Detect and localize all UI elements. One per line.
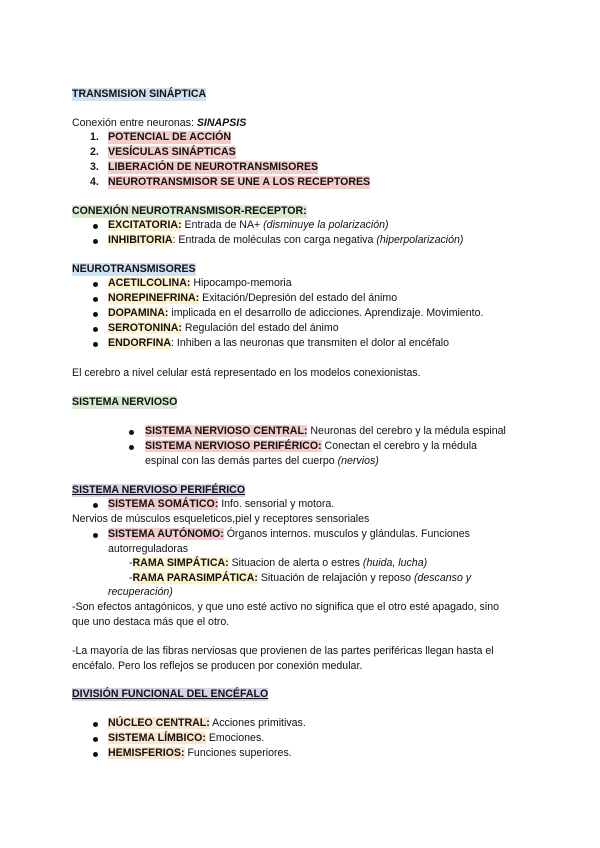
list-item-potencial: POTENCIAL DE ACCIÓN — [108, 131, 232, 143]
list-item-dopamina — [108, 307, 483, 320]
term-label: HEMISFERIOS: — [108, 747, 185, 759]
term-text: espinal con las demás partes del cuerpo — [145, 455, 338, 467]
list-item-snp-cont — [145, 455, 379, 468]
bullet-icon — [93, 312, 98, 317]
list-number: 2. — [90, 146, 99, 158]
list-item-acetilcolina — [108, 277, 292, 290]
term-text: Acciones primitivas. — [209, 717, 306, 729]
term-text: Neuronas del cerebro y la médula espinal — [307, 425, 506, 437]
term-note: (hiperpolarización) — [376, 234, 464, 246]
term-label: RAMA PARASIMPÁTICA: — [132, 572, 258, 584]
list-item-snc — [145, 425, 506, 438]
term-text: Órganos internos. musculos y glándulas. Funciones — [223, 528, 470, 540]
list-item-limbico — [108, 732, 264, 745]
section-title-conexion: CONEXIÓN NEUROTRANSMISOR-RECEPTOR: — [72, 205, 307, 217]
bullet-icon — [129, 430, 134, 435]
bullet-icon — [93, 327, 98, 332]
bullet-icon — [129, 445, 134, 450]
list-item-norepinefrina — [108, 292, 397, 305]
bullet-icon — [93, 752, 98, 757]
section-title-neurotransmisores: NEUROTRANSMISORES — [72, 263, 196, 275]
term-label: SEROTONINA: — [108, 322, 182, 334]
term-text: Regulación del estado del ánimo — [181, 322, 339, 334]
rama-parasimpatica-cont: recuperación) — [108, 586, 173, 598]
dash: - — [129, 572, 133, 584]
term-label: SISTEMA NERVIOSO CENTRAL: — [145, 425, 308, 437]
synapse-keyword: SINAPSIS — [196, 117, 247, 129]
term-label: NÚCLEO CENTRAL: — [108, 717, 210, 729]
section-title-transmision: TRANSMISION SINÁPTICA — [72, 88, 207, 100]
paragraph-fibras-1: -La mayoría de las fibras nerviosas que provienen de las partes periféricas llegan hasta el — [72, 645, 494, 657]
term-note: (disminuye la polarización) — [263, 219, 389, 231]
bullet-icon — [93, 224, 98, 229]
synapse-intro-text: Conexión entre neuronas: — [72, 117, 197, 129]
section-title-division-funcional: DIVISIÓN FUNCIONAL DEL ENCÉFALO — [72, 688, 269, 700]
term-label: ENDORFINA — [108, 337, 171, 349]
list-item-liberacion: LIBERACIÓN DE NEUROTRANSMISORES — [108, 161, 319, 173]
rama-parasimpatica — [129, 572, 471, 585]
bullet-icon — [93, 297, 98, 302]
rama-simpatica — [129, 557, 427, 570]
term-text: Conectan el cerebro y la médula — [321, 440, 478, 452]
bullet-icon — [93, 239, 98, 244]
term-note: (huida, lucha) — [362, 557, 428, 569]
term-text: : Inhiben a las neuronas que transmiten el dolor al encéfalo — [170, 337, 449, 349]
term-text: Situación de relajación y reposo — [257, 572, 414, 584]
bullet-icon — [93, 282, 98, 287]
list-item-snp — [145, 440, 477, 453]
term-label: SISTEMA NERVIOSO PERIFÉRICO: — [145, 440, 322, 452]
term-note: (descanso y — [413, 572, 472, 584]
dash: - — [129, 557, 133, 569]
list-item-inhibitoria — [108, 234, 463, 247]
term-text: Exitación/Depresión del estado del ánimo — [199, 292, 398, 304]
list-item-endorfina — [108, 337, 449, 350]
section-title-periferico: SISTEMA NERVIOSO PERIFÉRICO — [72, 484, 246, 496]
paragraph-antagonicos-1: -Son efectos antagónicos, y que uno esté activo no significa que el otro esté apagado, sino — [72, 601, 499, 613]
list-item-vesiculas: VESÍCULAS SINÁPTICAS — [108, 146, 236, 158]
term-text: : Entrada de moléculas con carga negativa — [172, 234, 377, 246]
conexionista-note: El cerebro a nivel celular está representado en los modelos conexionistas. — [72, 367, 421, 379]
list-number: 1. — [90, 131, 99, 143]
list-item-autonomo-cont: autorreguladoras — [108, 543, 189, 555]
term-text: Emociones. — [205, 732, 265, 744]
term-label: EXCITATORIA: — [108, 219, 182, 231]
bullet-icon — [93, 722, 98, 727]
list-item-neurotransmisor: NEUROTRANSMISOR SE UNE A LOS RECEPTORES — [108, 176, 371, 188]
term-text: Info. sensorial y motora. — [218, 498, 335, 510]
term-text: Funciones superiores. — [184, 747, 292, 759]
bullet-icon — [93, 503, 98, 508]
synapse-intro — [72, 117, 246, 130]
term-label: INHIBITORIA — [108, 234, 173, 246]
term-label: NOREPINEFRINA: — [108, 292, 200, 304]
list-item-excitatoria — [108, 219, 389, 232]
list-item-somatico — [108, 498, 334, 511]
term-text: Situacion de alerta o estres — [228, 557, 363, 569]
term-text: Hipocampo-memoria — [190, 277, 292, 289]
list-number: 4. — [90, 176, 99, 188]
nervios-line: Nervios de músculos esqueleticos,piel y receptores sensoriales — [72, 513, 370, 525]
term-text: implicada en el desarrollo de adicciones. Aprendizaje. Movimiento. — [168, 307, 484, 319]
list-number: 3. — [90, 161, 99, 173]
term-label: ACETILCOLINA: — [108, 277, 191, 289]
list-item-autonomo — [108, 528, 470, 541]
bullet-icon — [93, 342, 98, 347]
term-label: SISTEMA AUTÓNOMO: — [108, 528, 224, 540]
list-item-nucleo — [108, 717, 306, 730]
list-item-serotonina — [108, 322, 339, 335]
term-note: (nervios) — [337, 455, 379, 467]
term-text: Entrada de NA+ — [181, 219, 264, 231]
term-label: SISTEMA SOMÁTICO: — [108, 498, 219, 510]
paragraph-fibras-2: encéfalo. Pero los reflejos se producen por conexión medular. — [72, 660, 363, 672]
bullet-icon — [93, 533, 98, 538]
list-item-hemisferios — [108, 747, 292, 760]
term-label: DOPAMINA: — [108, 307, 169, 319]
section-title-sistema-nervioso: SISTEMA NERVIOSO — [72, 396, 178, 408]
paragraph-antagonicos-2: que uno destaca más que el otro. — [72, 616, 230, 628]
term-label: SISTEMA LÍMBICO: — [108, 732, 206, 744]
term-label: RAMA SIMPÁTICA: — [132, 557, 229, 569]
bullet-icon — [93, 737, 98, 742]
